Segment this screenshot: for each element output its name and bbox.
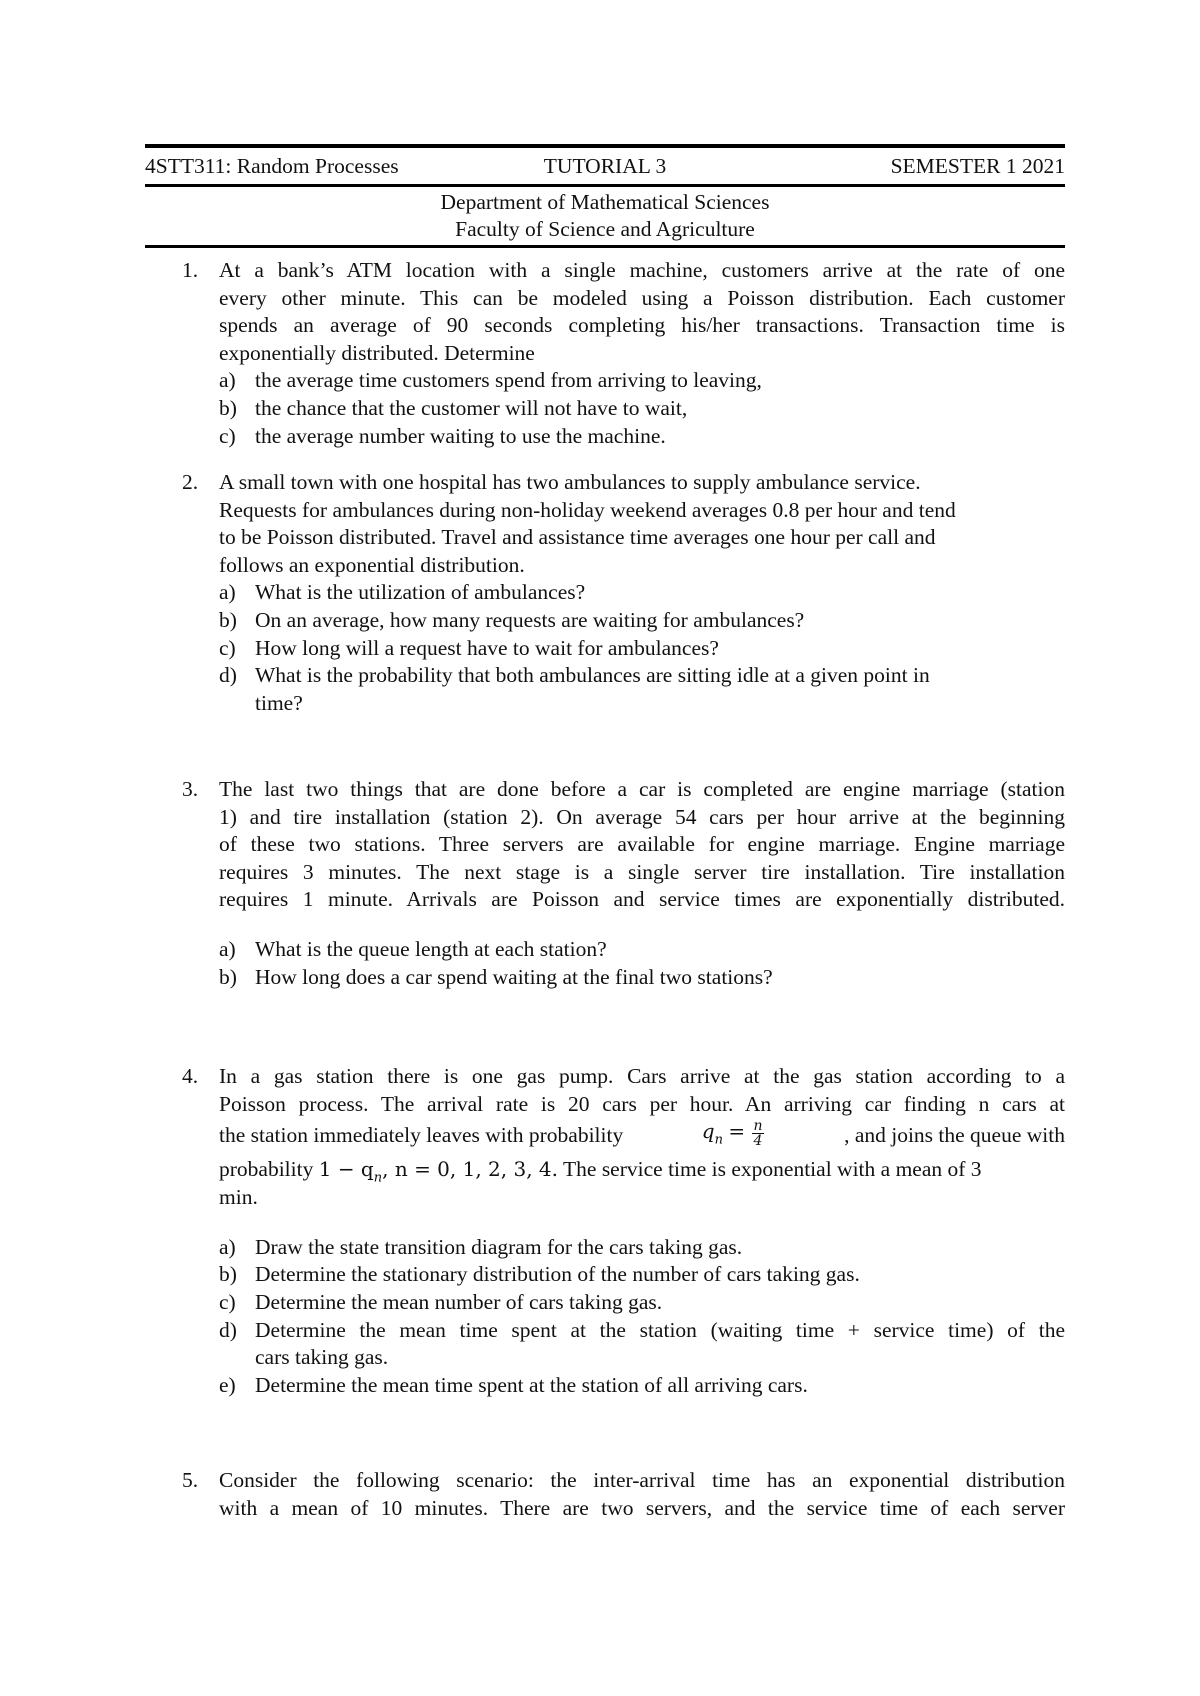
part-text: Determine the mean time spent at the station of all arriving cars. (255, 1372, 808, 1397)
question-line-with-math (219, 1118, 1065, 1154)
part-text: the average number waiting to use the machine. (255, 423, 666, 448)
part-text-continued: time? (255, 690, 303, 715)
question-line: follows an exponential distribution. (219, 552, 525, 577)
part-text: Determine the mean time spent at the station (waiting time + service time) of the (255, 1317, 1065, 1342)
part-text: What is the queue length at each station? (255, 936, 607, 961)
question-line: every other minute. This can be modeled using a Poisson distribution. Each customer (219, 285, 1065, 310)
question-part (219, 579, 1065, 607)
question-part (219, 1372, 1065, 1400)
part-label: c) (219, 1289, 236, 1314)
part-label: a) (219, 580, 236, 605)
math-subscript: n (373, 1170, 383, 1186)
question-part (219, 964, 1065, 992)
question-line: requires 3 minutes. The next stage is a single server tire installation. Tire installation (219, 859, 1065, 884)
part-text: Determine the stationary distribution of the number of cars taking gas. (255, 1262, 860, 1287)
question-part (219, 662, 1065, 717)
header-bottom-rule (145, 245, 1065, 248)
question-2 (145, 469, 1065, 717)
tutorial-label: TUTORIAL 3 (543, 154, 667, 178)
question-part (219, 1289, 1065, 1317)
part-text: On an average, how many requests are waiting for ambulances? (255, 607, 805, 632)
header-middle-rule (145, 184, 1065, 187)
question-number: 4. (182, 1064, 199, 1088)
question-part (219, 423, 1065, 451)
part-label: a) (219, 1234, 236, 1259)
tutorial-page (145, 0, 1065, 1696)
question-part (219, 367, 1065, 395)
question-4 (145, 1063, 1065, 1399)
question-line: exponentially distributed. Determine (219, 340, 535, 365)
question-5 (145, 1467, 1065, 1522)
part-text: Draw the state transition diagram for the cars taking gas. (255, 1234, 743, 1259)
question-number: 5. (182, 1468, 199, 1492)
fraction-numerator: n (753, 1117, 763, 1134)
part-label: a) (219, 368, 236, 393)
question-part (219, 395, 1065, 423)
question-part (219, 936, 1065, 964)
part-label: b) (219, 1262, 237, 1287)
question-line-with-math (219, 1154, 1065, 1184)
part-text: Determine the mean number of cars taking gas. (255, 1289, 663, 1314)
semester-label: SEMESTER 1 2021 (890, 154, 1065, 179)
question-3 (145, 776, 1065, 991)
header-top-rule (145, 144, 1065, 148)
math-equals: = (728, 1119, 746, 1144)
question-part (219, 635, 1065, 663)
question-line: At a bank’s ATM location with a single machine, customers arrive at the rate of one (219, 258, 1065, 282)
question-line: Consider the following scenario: the inter-arrival time has an exponential distribution (219, 1468, 1065, 1492)
question-line: In a gas station there is one gas pump. Cars arrive at the gas station according to a (219, 1064, 1065, 1088)
part-text: the average time customers spend from arriving to leaving, (255, 368, 762, 393)
question-part (219, 607, 1065, 635)
question-line: of these two stations. Three servers are available for engine marriage. Engine marriage (219, 832, 1065, 857)
part-text: How long will a request have to wait for ambulances? (255, 635, 719, 660)
math-one-minus-q: 1 − q (318, 1157, 374, 1182)
part-label: b) (219, 964, 237, 989)
fraction-denominator: 4 (753, 1132, 763, 1149)
math-line-text: the station immediately leaves with probability (219, 1123, 624, 1148)
math-line-text: The service time is exponential with a mean of 3 (558, 1157, 982, 1182)
part-label: c) (219, 423, 236, 448)
question-part (219, 1261, 1065, 1289)
math-subscript: n (714, 1132, 723, 1148)
question-part (219, 1234, 1065, 1262)
part-label: b) (219, 607, 237, 632)
question-part (219, 1317, 1065, 1372)
math-line-text: probability (219, 1157, 314, 1182)
part-label: e) (219, 1372, 236, 1397)
part-label: c) (219, 635, 236, 660)
part-text: How long does a car spend waiting at the final two stations? (255, 964, 773, 989)
part-label: b) (219, 395, 237, 420)
math-expression (702, 1118, 766, 1154)
faculty-name: Faculty of Science and Agriculture (455, 217, 755, 241)
question-number: 2. (182, 470, 199, 494)
question-number: 3. (182, 777, 199, 801)
math-q: q (701, 1119, 715, 1144)
question-line: 1) and tire installation (station 2). On average 54 cars per hour arrive at the beginning (219, 804, 1065, 829)
question-line: min. (219, 1185, 258, 1210)
part-text: What is the probability that both ambulances are sitting idle at a given point in (255, 663, 930, 688)
part-text-continued: cars taking gas. (255, 1345, 389, 1370)
question-line: Poisson process. The arrival rate is 20 cars per hour. An arriving car finding n cars at (219, 1091, 1065, 1116)
math-line-text: , and joins the queue with (844, 1123, 1065, 1148)
question-line: requires 1 minute. Arrivals are Poisson and service times are exponentially distributed. (219, 887, 1065, 912)
part-label: d) (219, 663, 237, 688)
part-label: d) (219, 1317, 237, 1342)
question-line: with a mean of 10 minutes. There are two servers, and the service time of each server (219, 1495, 1065, 1520)
question-line: spends an average of 90 seconds completing his/her transactions. Transaction time is (219, 313, 1065, 338)
question-line: to be Poisson distributed. Travel and assistance time averages one hour per call and (219, 525, 936, 550)
question-line: A small town with one hospital has two ambulances to supply ambulance service. (219, 470, 921, 494)
question-1 (145, 257, 1065, 450)
part-text: What is the utilization of ambulances? (255, 580, 586, 605)
question-line: The last two things that are done before a car is completed are engine marriage (station (219, 777, 1065, 801)
question-number: 1. (182, 258, 199, 282)
part-text: the chance that the customer will not have to wait, (255, 395, 688, 420)
part-label: a) (219, 936, 236, 961)
department-name: Department of Mathematical Sciences (440, 190, 770, 214)
question-line: Requests for ambulances during non-holiday weekend averages 0.8 per hour and tend (219, 497, 956, 522)
math-n-values: , n = 0, 1, 2, 3, 4. (382, 1157, 559, 1182)
course-title: 4STT311: Random Processes (145, 154, 399, 179)
math-fraction (752, 1119, 763, 1148)
